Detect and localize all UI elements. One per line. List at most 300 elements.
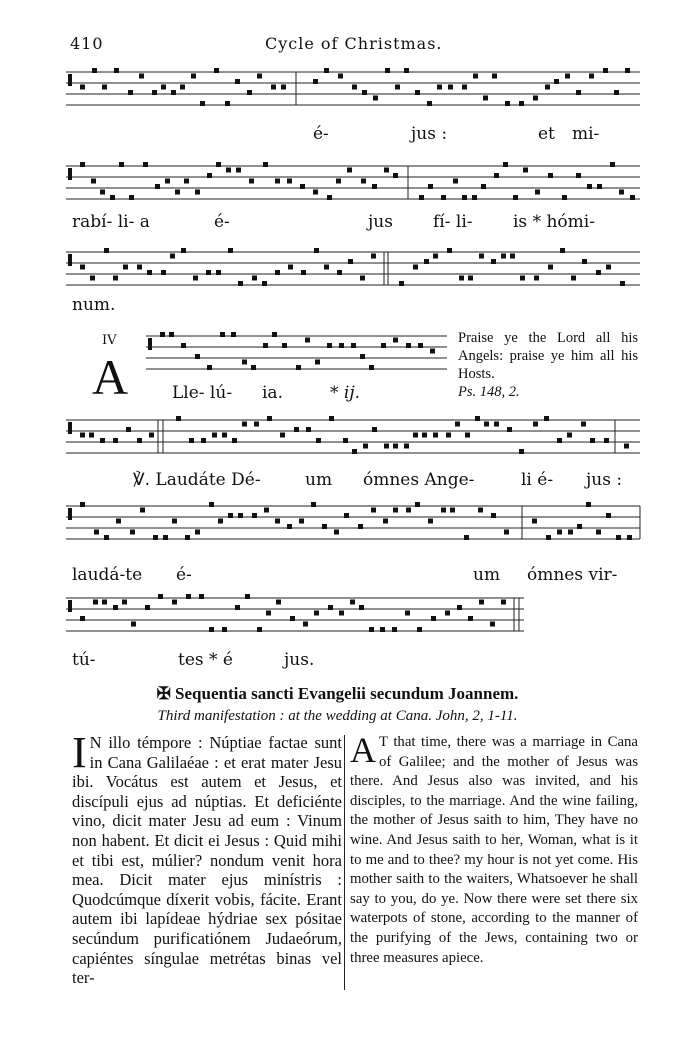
neume bbox=[216, 270, 221, 275]
neume bbox=[433, 254, 438, 259]
neume bbox=[149, 433, 154, 438]
neume bbox=[523, 168, 528, 173]
neume bbox=[232, 438, 237, 443]
neume bbox=[392, 627, 397, 632]
neume bbox=[422, 433, 427, 438]
neume bbox=[373, 96, 378, 101]
neume bbox=[492, 74, 497, 79]
neume bbox=[501, 254, 506, 259]
neume bbox=[381, 343, 386, 348]
neume bbox=[589, 74, 594, 79]
neume bbox=[519, 449, 524, 454]
neume bbox=[296, 365, 301, 370]
neume bbox=[534, 276, 539, 281]
chant-syllable: et bbox=[538, 124, 555, 144]
neume bbox=[372, 184, 377, 189]
neume bbox=[351, 343, 356, 348]
neume bbox=[80, 616, 85, 621]
neume bbox=[546, 535, 551, 540]
neume bbox=[271, 85, 276, 90]
neume bbox=[441, 195, 446, 200]
neume bbox=[535, 190, 540, 195]
neume bbox=[473, 74, 478, 79]
neume bbox=[152, 90, 157, 95]
neume bbox=[123, 265, 128, 270]
neume bbox=[479, 600, 484, 605]
neume bbox=[624, 444, 629, 449]
neume bbox=[586, 502, 591, 507]
chant-syllable: tú- bbox=[72, 650, 96, 670]
neume bbox=[242, 422, 247, 427]
neume bbox=[358, 524, 363, 529]
neume bbox=[494, 422, 499, 427]
neume bbox=[348, 259, 353, 264]
neume bbox=[287, 524, 292, 529]
neume bbox=[371, 254, 376, 259]
chant-syllable: ℣. Laudáte Dé- bbox=[133, 470, 261, 490]
chant-syllable: is * hómi- bbox=[513, 212, 595, 232]
neume bbox=[337, 270, 342, 275]
neume bbox=[510, 254, 515, 259]
neume bbox=[247, 90, 252, 95]
neume bbox=[257, 627, 262, 632]
neume bbox=[567, 433, 572, 438]
chant-staff bbox=[66, 414, 642, 458]
neume bbox=[195, 190, 200, 195]
neume bbox=[242, 360, 247, 365]
neume bbox=[430, 349, 435, 354]
neume bbox=[251, 365, 256, 370]
neume bbox=[459, 276, 464, 281]
gospel-title: ✠ Sequentia sancti Evangelii secundum Joannem. bbox=[156, 684, 519, 703]
neume bbox=[315, 360, 320, 365]
chant-staff bbox=[66, 66, 642, 110]
neume bbox=[619, 190, 624, 195]
neume bbox=[301, 270, 306, 275]
neume bbox=[520, 276, 525, 281]
neume bbox=[417, 627, 422, 632]
neume bbox=[218, 519, 223, 524]
neume bbox=[548, 265, 553, 270]
neume bbox=[199, 594, 204, 599]
chant-syllable: é- bbox=[176, 565, 192, 585]
neume bbox=[170, 254, 175, 259]
neume bbox=[596, 270, 601, 275]
neume bbox=[131, 622, 136, 627]
neume bbox=[195, 530, 200, 535]
chant-syllable: * ij. bbox=[330, 383, 361, 403]
neume bbox=[126, 427, 131, 432]
neume bbox=[207, 365, 212, 370]
neume bbox=[140, 508, 145, 513]
neume bbox=[313, 190, 318, 195]
neume bbox=[344, 513, 349, 518]
neume bbox=[393, 508, 398, 513]
chant-syllable: tes * é bbox=[178, 650, 233, 670]
neume bbox=[343, 438, 348, 443]
neume bbox=[172, 600, 177, 605]
chant-staff bbox=[66, 500, 642, 544]
neume bbox=[275, 519, 280, 524]
neume bbox=[545, 85, 550, 90]
neume bbox=[300, 184, 305, 189]
neume bbox=[171, 90, 176, 95]
neume bbox=[116, 519, 121, 524]
neume bbox=[252, 276, 257, 281]
neume bbox=[568, 530, 573, 535]
neume bbox=[405, 611, 410, 616]
neume bbox=[491, 513, 496, 518]
neume bbox=[228, 513, 233, 518]
neume bbox=[161, 270, 166, 275]
neume bbox=[200, 101, 205, 106]
neume bbox=[519, 101, 524, 106]
neume bbox=[562, 195, 567, 200]
chant-staff bbox=[66, 246, 642, 290]
clef-mark bbox=[68, 508, 72, 520]
neume bbox=[361, 179, 366, 184]
neume bbox=[596, 530, 601, 535]
neume bbox=[90, 276, 95, 281]
neume bbox=[80, 502, 85, 507]
neume bbox=[189, 438, 194, 443]
neume bbox=[226, 168, 231, 173]
neume bbox=[433, 433, 438, 438]
english-text: T that time, there was a marriage in Cana of Galilee; and the mother of Jesus was there. And Jesus also was invited, and his disciples, to the marriage. And the wine failing, the mother of Jesus saith to him, They have no wine. And Jesus saith to her, Woman, what is it to me and to thee? my hour is not yet come. His mother saith to the waiters, Whatsoever he shall say to you, do ye. Now there were set there six waterpots of stone, according to the manner of the purifying of the Jews, containing two or three measures apiece. bbox=[350, 734, 638, 966]
chant-syllable: ómnes vir- bbox=[527, 565, 618, 585]
neume bbox=[334, 530, 339, 535]
neume bbox=[137, 438, 142, 443]
clef-mark bbox=[68, 254, 72, 266]
clef-mark bbox=[68, 74, 72, 86]
neume bbox=[380, 627, 385, 632]
neume bbox=[294, 427, 299, 432]
clef-mark bbox=[68, 168, 72, 180]
neume bbox=[212, 433, 217, 438]
neume bbox=[491, 259, 496, 264]
clef-mark bbox=[68, 600, 72, 612]
neume bbox=[328, 605, 333, 610]
neume bbox=[275, 179, 280, 184]
neume bbox=[565, 74, 570, 79]
latin-drop-cap: I bbox=[72, 728, 87, 777]
alleluia-translation bbox=[458, 329, 638, 401]
neume bbox=[441, 508, 446, 513]
neume bbox=[153, 535, 158, 540]
neume bbox=[544, 416, 549, 421]
neume bbox=[176, 416, 181, 421]
neume bbox=[393, 444, 398, 449]
neume bbox=[404, 68, 409, 73]
chant-syllable: um bbox=[473, 565, 501, 585]
neume bbox=[465, 433, 470, 438]
neume bbox=[393, 173, 398, 178]
neume bbox=[446, 433, 451, 438]
neume bbox=[447, 248, 452, 253]
neume bbox=[616, 535, 621, 540]
chant-staff bbox=[146, 330, 449, 374]
neume bbox=[427, 101, 432, 106]
neume bbox=[501, 600, 506, 605]
neume bbox=[360, 354, 365, 359]
neume bbox=[384, 168, 389, 173]
chant-syllable: é- bbox=[214, 212, 230, 232]
neume bbox=[93, 600, 98, 605]
neume bbox=[413, 433, 418, 438]
neume bbox=[428, 184, 433, 189]
chant-syllable: rabí- li- a bbox=[72, 212, 150, 232]
neume bbox=[352, 449, 357, 454]
neume bbox=[272, 332, 277, 337]
neume bbox=[91, 179, 96, 184]
neume bbox=[110, 195, 115, 200]
neume bbox=[610, 162, 615, 167]
neume bbox=[383, 519, 388, 524]
neume bbox=[299, 519, 304, 524]
neume bbox=[448, 85, 453, 90]
neume bbox=[100, 190, 105, 195]
neume bbox=[581, 422, 586, 427]
neume bbox=[257, 74, 262, 79]
neume bbox=[453, 179, 458, 184]
neume bbox=[216, 162, 221, 167]
neume bbox=[102, 85, 107, 90]
neume bbox=[338, 74, 343, 79]
neume bbox=[457, 605, 462, 610]
neume bbox=[235, 79, 240, 84]
neume bbox=[220, 332, 225, 337]
neume bbox=[372, 427, 377, 432]
neume bbox=[369, 627, 374, 632]
neume bbox=[462, 195, 467, 200]
neume bbox=[606, 513, 611, 518]
neume bbox=[160, 332, 165, 337]
neume bbox=[222, 433, 227, 438]
neume bbox=[582, 259, 587, 264]
chant-syllable: fí- li- bbox=[433, 212, 473, 232]
mode-numeral: IV bbox=[102, 333, 117, 348]
english-drop-cap: A bbox=[350, 730, 376, 770]
neume bbox=[267, 416, 272, 421]
chant-syllable: mi- bbox=[572, 124, 600, 144]
neume bbox=[324, 265, 329, 270]
clef-mark bbox=[148, 338, 152, 350]
neume bbox=[130, 530, 135, 535]
neume bbox=[606, 265, 611, 270]
neume bbox=[262, 281, 267, 286]
chant-syllable: é- bbox=[313, 124, 329, 144]
neume bbox=[316, 438, 321, 443]
chant-syllable: um bbox=[305, 470, 333, 490]
neume bbox=[155, 184, 160, 189]
neume bbox=[100, 438, 105, 443]
neume bbox=[185, 535, 190, 540]
neume bbox=[406, 343, 411, 348]
neume bbox=[327, 195, 332, 200]
neume bbox=[475, 416, 480, 421]
neume bbox=[235, 605, 240, 610]
chant-syllable: ia. bbox=[262, 383, 283, 403]
alleluia-reference: Ps. 148, 2. bbox=[458, 384, 520, 400]
alleluia-initial: A bbox=[92, 349, 129, 405]
neume bbox=[263, 343, 268, 348]
neume bbox=[113, 438, 118, 443]
neume bbox=[576, 173, 581, 178]
neume bbox=[114, 68, 119, 73]
neume bbox=[339, 343, 344, 348]
neume bbox=[371, 508, 376, 513]
neume bbox=[329, 416, 334, 421]
neume bbox=[80, 265, 85, 270]
running-title: Cycle of Christmas. bbox=[265, 34, 443, 53]
neume bbox=[614, 90, 619, 95]
neume bbox=[384, 444, 389, 449]
neume bbox=[504, 530, 509, 535]
neume bbox=[102, 600, 107, 605]
neume bbox=[587, 184, 592, 189]
neume bbox=[169, 332, 174, 337]
neume bbox=[363, 444, 368, 449]
neume bbox=[266, 611, 271, 616]
neume bbox=[161, 85, 166, 90]
page-number: 410 bbox=[70, 34, 104, 53]
neume bbox=[128, 90, 133, 95]
neume bbox=[472, 195, 477, 200]
neume bbox=[231, 332, 236, 337]
neume bbox=[479, 254, 484, 259]
neume bbox=[163, 535, 168, 540]
neume bbox=[625, 68, 630, 73]
neume bbox=[352, 85, 357, 90]
neume bbox=[393, 338, 398, 343]
neume bbox=[478, 508, 483, 513]
neume bbox=[181, 248, 186, 253]
neume bbox=[165, 179, 170, 184]
neume bbox=[80, 162, 85, 167]
gospel-subtitle: Third manifestation : at the wedding at Cana. John, 2, 1-11. bbox=[157, 708, 518, 724]
chant-syllable: ómnes Ange- bbox=[363, 470, 475, 490]
neume bbox=[264, 508, 269, 513]
neume bbox=[415, 90, 420, 95]
neume bbox=[336, 179, 341, 184]
neume bbox=[245, 594, 250, 599]
neume bbox=[236, 168, 241, 173]
neume bbox=[314, 611, 319, 616]
neume bbox=[113, 605, 118, 610]
neume bbox=[399, 281, 404, 286]
neume bbox=[324, 68, 329, 73]
neume bbox=[172, 519, 177, 524]
chant-syllable: jus : bbox=[586, 470, 623, 490]
chant-syllable: num. bbox=[72, 295, 116, 315]
neume bbox=[254, 422, 259, 427]
neume bbox=[322, 524, 327, 529]
neume bbox=[347, 168, 352, 173]
clef-mark bbox=[68, 422, 72, 434]
neume bbox=[186, 594, 191, 599]
neume bbox=[503, 162, 508, 167]
neume bbox=[305, 338, 310, 343]
neume bbox=[483, 96, 488, 101]
neume bbox=[195, 354, 200, 359]
neume bbox=[577, 524, 582, 529]
neume bbox=[385, 68, 390, 73]
neume bbox=[362, 90, 367, 95]
neume bbox=[193, 276, 198, 281]
neume bbox=[143, 162, 148, 167]
neume bbox=[147, 270, 152, 275]
neume bbox=[113, 276, 118, 281]
neume bbox=[209, 502, 214, 507]
neume bbox=[360, 276, 365, 281]
chant-syllable: jus bbox=[368, 212, 393, 232]
neume bbox=[406, 508, 411, 513]
gospel-english-column bbox=[350, 730, 638, 968]
neume bbox=[129, 195, 134, 200]
neume bbox=[311, 502, 316, 507]
neume bbox=[214, 68, 219, 73]
neume bbox=[92, 68, 97, 73]
neume bbox=[468, 276, 473, 281]
neume bbox=[604, 438, 609, 443]
neume bbox=[104, 248, 109, 253]
neume bbox=[119, 162, 124, 167]
neume bbox=[533, 422, 538, 427]
neume bbox=[252, 513, 257, 518]
neume bbox=[450, 508, 455, 513]
neume bbox=[350, 600, 355, 605]
neume bbox=[532, 519, 537, 524]
neume bbox=[554, 79, 559, 84]
neume bbox=[468, 616, 473, 621]
alleluia-translation-text: Praise ye the Lord all his Angels: praise ye him all his Hosts. bbox=[458, 330, 638, 382]
neume bbox=[104, 535, 109, 540]
neume bbox=[415, 502, 420, 507]
neume bbox=[184, 179, 189, 184]
neume bbox=[209, 627, 214, 632]
neume bbox=[418, 343, 423, 348]
chant-syllable: laudá-te bbox=[72, 565, 143, 585]
neume bbox=[603, 68, 608, 73]
neume bbox=[395, 85, 400, 90]
chant-syllable: Lle- lú- bbox=[172, 383, 233, 403]
neume bbox=[145, 605, 150, 610]
neume bbox=[282, 343, 287, 348]
neume bbox=[339, 611, 344, 616]
neume bbox=[201, 438, 206, 443]
neume bbox=[484, 422, 489, 427]
neume bbox=[89, 433, 94, 438]
neume bbox=[428, 519, 433, 524]
neume bbox=[533, 96, 538, 101]
neume bbox=[481, 184, 486, 189]
neume bbox=[437, 85, 442, 90]
neume bbox=[80, 433, 85, 438]
neume bbox=[513, 195, 518, 200]
neume bbox=[455, 422, 460, 427]
neume bbox=[206, 270, 211, 275]
neume bbox=[306, 427, 311, 432]
neume bbox=[158, 594, 163, 599]
neume bbox=[122, 600, 127, 605]
neume bbox=[314, 248, 319, 253]
neume bbox=[80, 85, 85, 90]
neume bbox=[290, 616, 295, 621]
neume bbox=[464, 535, 469, 540]
neume bbox=[627, 535, 632, 540]
neume bbox=[288, 265, 293, 270]
neume bbox=[139, 74, 144, 79]
